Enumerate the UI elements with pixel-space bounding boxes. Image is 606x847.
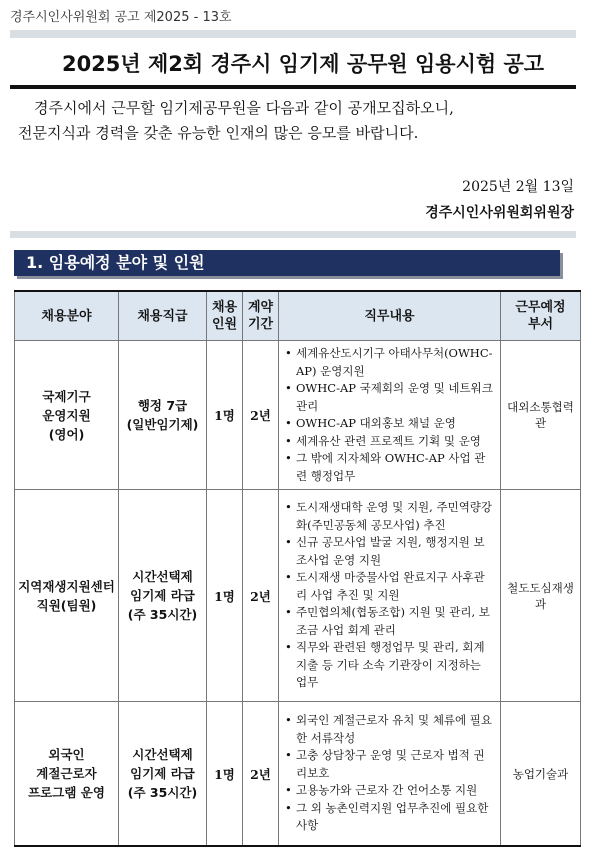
period-cell: 2년 xyxy=(243,341,279,490)
duty-item: • 직무와 관련된 행정업무 및 관리, 회계 지출 등 기타 소속 기관장이 지정하는 업무 xyxy=(284,639,495,692)
duty-item: • 도시재생 마중물사업 완료지구 사후관리 사업 추진 및 지원 xyxy=(284,569,495,604)
duty-item: • OWHC-AP 국제회의 운영 및 네트워크 관리 xyxy=(284,380,495,415)
table-header-row xyxy=(15,291,581,341)
duty-item: • 세계유산도시기구 아태사무처(OWHC-AP) 운영지원 xyxy=(284,345,495,380)
duty-item: • 세계유산 관련 프로젝트 기획 및 운영 xyxy=(284,433,495,451)
table-row xyxy=(15,341,581,490)
duty-item: • 그 외 농촌인력지원 업무추진에 필요한 사항 xyxy=(284,800,495,835)
header-grade: 채용직급 xyxy=(119,291,207,341)
table-row xyxy=(15,490,581,702)
count-cell: 1명 xyxy=(207,702,243,847)
grade-cell: 행정 7급 (일반임기제) xyxy=(119,341,207,490)
grade-cell: 시간선택제 임기제 라급 (주 35시간) xyxy=(119,490,207,702)
notice-date: 2025년 2월 13일 xyxy=(462,179,574,195)
field-cell: 국제기구 운영지원 (영어) xyxy=(15,341,119,490)
table-row xyxy=(15,702,581,847)
intro-paragraph xyxy=(18,96,578,146)
header-duties: 직무내용 xyxy=(279,291,501,341)
duty-item: • OWHC-AP 대외홍보 채널 운영 xyxy=(284,415,495,433)
issuer-name: 경주시인사위원회위원장 xyxy=(425,205,574,221)
duties-cell xyxy=(279,490,501,702)
dept-cell: 대외소통협력관 xyxy=(501,341,581,490)
duties-cell xyxy=(279,702,501,847)
title-underline xyxy=(10,85,576,89)
page-title: 2025년 제2회 경주시 임기제 공무원 임용시험 공고 xyxy=(61,52,545,76)
intro-line-1: 경주시에서 근무할 임기제공무원을 다음과 같이 공개모집하오니, xyxy=(34,99,454,117)
header-count: 채용 인원 xyxy=(207,291,243,341)
grade-cell: 시간선택제 임기제 라급 (주 35시간) xyxy=(119,702,207,847)
header-top-rule xyxy=(10,30,576,38)
header-dept: 근무예정 부서 xyxy=(501,291,581,341)
duty-item: • 그 밖에 지자체와 OWHC-AP 사업 관련 행정업무 xyxy=(284,450,495,485)
duty-item: • 신규 공모사업 발굴 지원, 행정지원 보조사업 운영 지원 xyxy=(284,534,495,569)
header-field: 채용분야 xyxy=(15,291,119,341)
recruitment-table xyxy=(14,290,581,847)
intro-line-2: 전문지식과 경력을 갖춘 유능한 인재의 많은 응모를 바랍니다. xyxy=(18,124,419,142)
dept-cell: 농업기술과 xyxy=(501,702,581,847)
duty-item: • 도시재생대학 운영 및 지원, 주민역량강화(주민공동체 공모사업) 추진 xyxy=(284,499,495,534)
count-cell: 1명 xyxy=(207,490,243,702)
duty-item: • 고충 상담창구 운영 및 근로자 법적 권리보호 xyxy=(284,747,495,782)
duty-item: • 고용농가와 근로자 간 언어소통 지원 xyxy=(284,782,495,800)
header-bottom-rule xyxy=(10,231,576,238)
period-cell: 2년 xyxy=(243,702,279,847)
notice-number: 경주시인사위원회 공고 제2025 - 13호 xyxy=(10,10,232,25)
field-cell: 외국인 계절근로자 프로그램 운영 xyxy=(15,702,119,847)
field-cell: 지역재생지원센터 직원(팀원) xyxy=(15,490,119,702)
duty-item: • 주민협의체(협동조합) 지원 및 관리, 보조금 사업 회계 관리 xyxy=(284,604,495,639)
dept-cell: 철도도심재생과 xyxy=(501,490,581,702)
duties-cell xyxy=(279,341,501,490)
count-cell: 1명 xyxy=(207,341,243,490)
section-heading-1: 1. 임용예정 분야 및 인원 xyxy=(14,250,560,276)
duty-item: • 외국인 계절근로자 유치 및 체류에 필요한 서류작성 xyxy=(284,712,495,747)
header-period: 계약 기간 xyxy=(243,291,279,341)
period-cell: 2년 xyxy=(243,490,279,702)
